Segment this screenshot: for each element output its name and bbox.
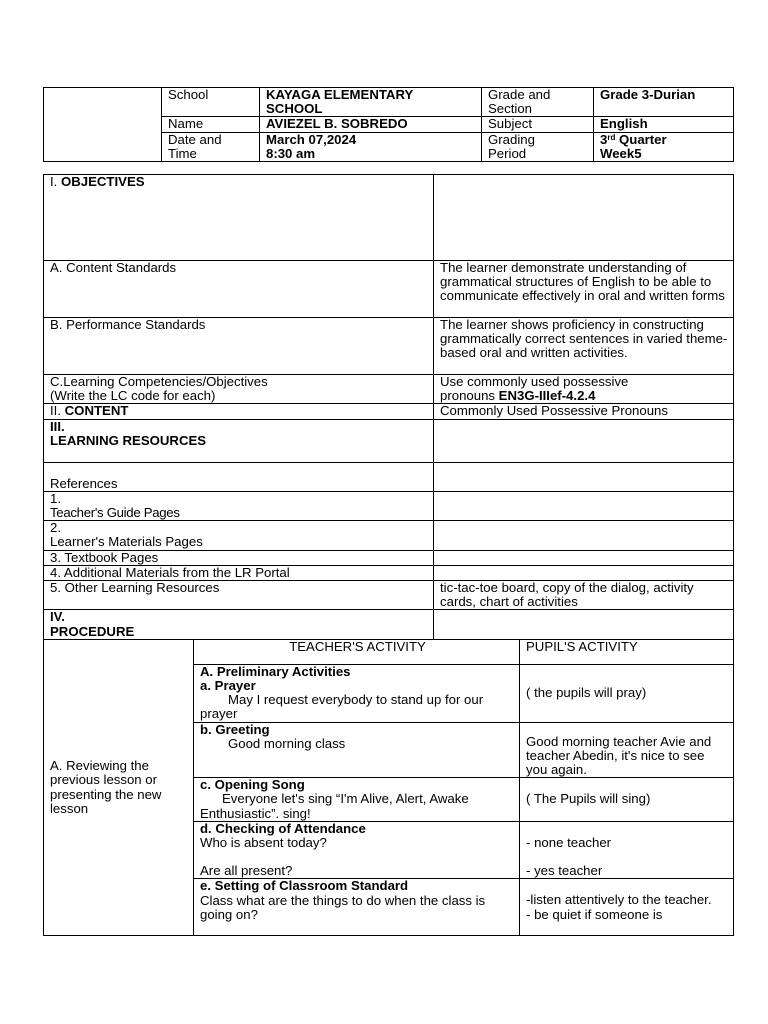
grading-period-value: 3rd Quarter Week5 [594, 132, 734, 161]
name-value: AVIEZEL B. SOBREDO [260, 117, 482, 132]
other-resources-value: tic-tac-toe board, copy of the dialog, activity cards, chart of activities [434, 581, 734, 610]
classroom-standard-pupil: -listen attentively to the teacher. - be quiet if someone is [520, 879, 734, 936]
teacher-activity-header: TEACHER'S ACTIVITY [194, 639, 520, 664]
opening-song-pupil: ( The Pupils will sing) [520, 778, 734, 822]
attendance-teacher: d. Checking of Attendance Who is absent today? Are all present? [194, 821, 520, 879]
references-label: References [44, 462, 434, 491]
content-standards-value: The learner demonstrate understanding of grammatical structures of English to be able to communicate effectively in oral and written forms [434, 261, 734, 318]
lesson-plan-table [43, 174, 734, 936]
procedure-heading: IV. PROCEDURE [44, 610, 434, 639]
content-value: Commonly Used Possessive Pronouns [434, 404, 734, 419]
additional-materials-label: 4. Additional Materials from the LR Portal [44, 565, 434, 580]
textbook-label: 3. Textbook Pages [44, 550, 434, 565]
objectives-value [434, 175, 734, 261]
logo-cell [44, 88, 162, 162]
textbook-value [434, 550, 734, 565]
school-value: KAYAGA ELEMENTARY SCHOOL [260, 88, 482, 117]
teachers-guide-label: 1. Teacher's Guide Pages [44, 491, 434, 520]
header-table [43, 87, 734, 162]
opening-song-teacher: c. Opening Song Everyone let's sing “I'm Alive, Alert, Awake Enthusiastic”. sing! [194, 778, 520, 822]
procedure-value [434, 610, 734, 639]
learners-materials-value [434, 521, 734, 550]
other-resources-label: 5. Other Learning Resources [44, 581, 434, 610]
subject-value: English [594, 117, 734, 132]
learning-resources-value [434, 419, 734, 462]
name-label: Name [162, 117, 260, 132]
content-standards-label: A. Content Standards [44, 261, 434, 318]
teachers-guide-value [434, 491, 734, 520]
school-label: School [162, 88, 260, 117]
content-heading: II. CONTENT [44, 404, 434, 419]
learners-materials-label: 2. Learner's Materials Pages [44, 521, 434, 550]
attendance-pupil: - none teacher - yes teacher [520, 821, 734, 879]
grade-section-value: Grade 3-Durian [594, 88, 734, 117]
grade-section-label: Grade and Section [482, 88, 594, 117]
competencies-label: C.Learning Competencies/Objectives (Write the LC code for each) [44, 375, 434, 404]
classroom-standard-teacher: e. Setting of Classroom Standard Class what are the things to do when the class is going on? [194, 879, 520, 936]
competencies-value: Use commonly used possessive pronouns EN3G-IIIef-4.2.4 [434, 375, 734, 404]
procedure-step-label: A. Reviewing the previous lesson or presenting the new lesson [44, 639, 194, 936]
objectives-heading: I. OBJECTIVES [44, 175, 434, 261]
greeting-pupil: Good morning teacher Avie and teacher Abedin, it's nice to see you again. [520, 722, 734, 778]
greeting-teacher: b. Greeting Good morning class [194, 722, 520, 778]
grading-period-label: Grading Period [482, 132, 594, 161]
date-time-label: Date and Time [162, 132, 260, 161]
performance-standards-label: B. Performance Standards [44, 318, 434, 375]
pupil-activity-header: PUPIL'S ACTIVITY [520, 639, 734, 664]
additional-materials-value [434, 565, 734, 580]
learning-resources-heading: III. LEARNING RESOURCES [44, 419, 434, 462]
references-value [434, 462, 734, 491]
prayer-teacher: A. Preliminary Activities a. Prayer May I request everybody to stand up for our prayer [194, 664, 520, 722]
prayer-pupil: ( the pupils will pray) [520, 664, 734, 722]
date-time-value: March 07,2024 8:30 am [260, 132, 482, 161]
subject-label: Subject [482, 117, 594, 132]
performance-standards-value: The learner shows proficiency in constructing grammatically correct sentences in varied theme-based oral and written activities. [434, 318, 734, 375]
